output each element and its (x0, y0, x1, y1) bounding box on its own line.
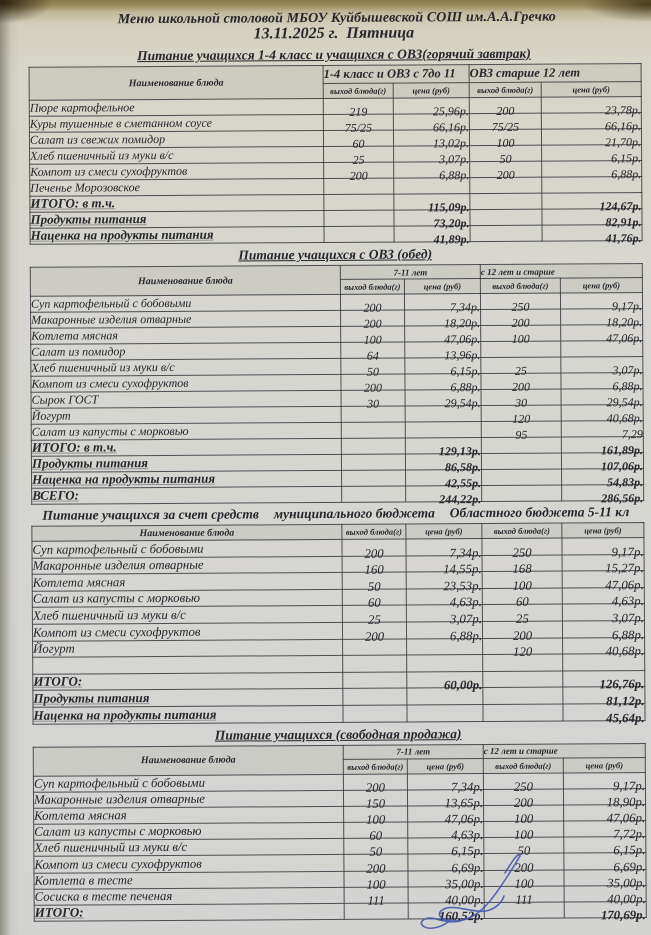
cell-portion-g: 50 (341, 358, 405, 374)
cell-price-rub: 23,53р. (406, 572, 482, 589)
cell-price-rub: 47,06р. (564, 804, 646, 821)
cell-dish-name: Продукты питания (33, 689, 343, 707)
cell-price-rub: 40,68р. (561, 405, 643, 422)
col-header-price: цена (руб) (407, 758, 483, 773)
col-group-lunch-12plus: с 12 лет и старше (480, 264, 642, 279)
cell-portion-g: 200 (481, 309, 561, 325)
cell-price-rub: 4,63р. (408, 822, 484, 839)
table-breakfast (29, 63, 643, 245)
cell-price-rub: 82,91р. (542, 209, 642, 226)
col-header-price: цена (руб) (406, 524, 482, 539)
table-row (34, 902, 646, 922)
col-header-price: цена (руб) (393, 83, 469, 98)
cell-price-rub (405, 422, 481, 438)
cell-price-rub: 3,07р. (406, 605, 482, 622)
cell-price-rub: 18,20р. (561, 309, 643, 326)
cell-dish-name: Котлета мясная (32, 573, 342, 591)
cell-price-rub: 6,69р. (408, 854, 484, 871)
cell-price-rub: 9,17р. (563, 772, 645, 789)
cell-dish-name: Пюре картофельное (29, 99, 323, 117)
col-header-out: выход блюда(г) (469, 82, 541, 97)
cell-price-rub: 13,65р. (407, 789, 483, 806)
col-header-out: выход блюда(г) (480, 278, 560, 293)
cell-portion-g (343, 655, 407, 672)
cell-price-rub: 3,07р. (561, 357, 643, 374)
col-header-price: цена (руб) (541, 82, 641, 98)
budget-title-left: Питание учащихся за счет средств (42, 506, 259, 523)
cell-portion-g: 100 (344, 806, 408, 823)
cell-portion-g: 25 (324, 146, 394, 162)
cell-price-rub: 40,00р. (408, 886, 484, 903)
cell-portion-g: 60 (344, 822, 408, 839)
cell-portion-g (342, 470, 406, 486)
cell-portion-g: 60 (342, 589, 406, 606)
cell-dish-name: ИТОГО: в т.ч. (31, 438, 341, 456)
col-header-dish-name: Наименование блюда (29, 66, 323, 101)
cell-portion-g: 25 (342, 605, 406, 622)
cell-dish-name: Салат из капусты с морковью (31, 422, 341, 440)
cell-price-rub: 47,06р. (408, 805, 484, 822)
cell-portion-g: 50 (484, 837, 564, 854)
cell-portion-g: 200 (341, 374, 405, 390)
col-header-out: выход блюда(г) (342, 524, 406, 539)
cell-portion-g: 219 (323, 98, 393, 114)
cell-portion-g: 100 (341, 326, 405, 342)
cell-dish-name: Суп картофельный с бобовыми (30, 294, 340, 312)
cell-price-rub: 126,76р. (563, 670, 645, 687)
cell-dish-name: Суп картофельный с бобовыми (32, 539, 342, 557)
cell-price-rub: 3,07р. (562, 604, 644, 621)
cell-portion-g (470, 193, 542, 209)
col-group-breakfast-7-11: 1-4 класс и ОВЗ с 7до 11 (323, 65, 469, 84)
cell-portion-g: 250 (483, 773, 563, 790)
cell-dish-name: Компот из смеси сухофруктов (34, 855, 344, 873)
cell-price-rub: 6,15р. (542, 145, 642, 162)
document-title: Меню школьной столовой МБОУ Куйбышевской СОШ им.А.А.Гречко (117, 9, 556, 28)
col-header-dish-name: Наименование блюда (33, 745, 343, 776)
cell-portion-g: 200 (484, 854, 564, 871)
cell-price-rub: 6,15р. (408, 838, 484, 855)
cell-dish-name: Наценка на продукты питания (32, 470, 342, 488)
cell-portion-g: 200 (342, 539, 406, 556)
col-header-out: выход блюда(г) (343, 759, 407, 774)
cell-price-rub: 6,15р. (405, 358, 481, 374)
cell-portion-g: 30 (341, 390, 405, 406)
cell-price-rub: 286,56р. (562, 485, 644, 502)
cell-portion-g: 30 (481, 389, 561, 405)
cell-price-rub: 4,63р. (406, 588, 482, 605)
cell-portion-g: 60 (482, 588, 562, 605)
cell-dish-name: Продукты питания (30, 211, 324, 229)
cell-portion-g: 120 (483, 638, 563, 655)
cell-price-rub: 18,20р. (405, 310, 481, 326)
cell-dish-name: Салат из капусты с морковью (34, 822, 344, 840)
cell-portion-g (343, 705, 407, 722)
cell-price-rub: 7,34р. (404, 294, 480, 310)
cell-portion-g: 100 (344, 871, 408, 888)
cell-portion-g: 150 (343, 790, 407, 807)
cell-price-rub: 160,52р. (408, 903, 484, 920)
cell-price-rub: 21,70р. (541, 129, 641, 146)
cell-dish-name: Котлета мясная (31, 326, 341, 344)
cell-portion-g (342, 486, 406, 502)
col-header-price: цена (руб) (560, 278, 642, 294)
budget-title-municipal: муниципального бюджета (273, 505, 435, 522)
col-header-out: выход блюда(г) (340, 279, 404, 294)
cell-portion-g (483, 671, 563, 688)
cell-price-rub: 3,07р. (394, 146, 470, 162)
cell-price-rub: 47,06р. (562, 571, 644, 588)
cell-portion-g (483, 687, 563, 704)
cell-price-rub: 25,96р. (393, 98, 469, 114)
cell-price-rub: 6,88р. (542, 161, 642, 178)
cell-price-rub: 244,22р. (406, 486, 482, 502)
cell-price-rub: 115,09р. (394, 194, 470, 210)
table-free-sale (33, 743, 647, 922)
cell-price-rub: 13,02р. (393, 130, 469, 146)
cell-price-rub (407, 655, 483, 672)
cell-price-rub: 129,13р. (405, 438, 481, 454)
cell-portion-g: 200 (344, 854, 408, 871)
section-title-lunch: Питание учащихся с ОВЗ (обед) (238, 246, 433, 263)
cell-portion-g: 60 (323, 130, 393, 146)
cell-portion-g: 25 (482, 604, 562, 621)
table-budget (31, 522, 645, 724)
cell-portion-g: 25 (481, 357, 561, 373)
cell-portion-g: 100 (484, 821, 564, 838)
col-header-out: выход блюда(г) (323, 83, 393, 98)
cell-price-rub: 4,63р. (562, 587, 644, 604)
col-group-free-12plus: с 12 лет и старше (483, 743, 645, 758)
cell-price-rub: 6,88р. (405, 374, 481, 390)
cell-price-rub: 47,06р. (561, 325, 643, 342)
cell-price-rub: 45,64р. (563, 703, 645, 720)
cell-portion-g: 200 (324, 162, 394, 178)
cell-price-rub: 9,17р. (560, 293, 642, 310)
cell-portion-g (482, 469, 562, 485)
cell-price-rub: 124,67р. (542, 193, 642, 210)
cell-dish-name: ВСЕГО: (32, 486, 342, 504)
cell-dish-name: ИТОГО: (33, 672, 343, 690)
cell-portion-g: 168 (482, 555, 562, 572)
cell-price-rub: 6,88р. (406, 622, 482, 639)
cell-price-rub: 66,16р. (541, 113, 641, 130)
cell-dish-name: Салат из свежих помидор (29, 131, 323, 149)
cell-price-rub: 35,00р. (408, 870, 484, 887)
cell-dish-name: Наценка на продукты питания (30, 227, 324, 245)
cell-portion-g: 95 (481, 421, 561, 437)
cell-price-rub: 9,17р. (562, 538, 644, 555)
cell-price-rub: 170,69р. (564, 902, 646, 919)
cell-dish-name: Хлеб пшеничный из муки в/с (30, 147, 324, 165)
cell-portion-g (343, 688, 407, 705)
cell-price-rub (407, 704, 483, 721)
cell-dish-name: Куры тушенные в сметанном соусе (29, 115, 323, 133)
cell-price-rub: 47,06р. (405, 326, 481, 342)
cell-price-rub: 6,69р. (564, 853, 646, 870)
cell-dish-name: Хлеб пшеничный из муки в/с (32, 606, 342, 624)
cell-price-rub: 66,16р. (393, 114, 469, 130)
cell-portion-g: 200 (343, 774, 407, 791)
cell-portion-g: 100 (469, 129, 541, 145)
cell-portion-g (470, 225, 542, 241)
cell-price-rub: 14,55р. (406, 555, 482, 572)
cell-portion-g (341, 438, 405, 454)
table-row (32, 485, 644, 505)
col-header-price: цена (руб) (562, 523, 644, 539)
cell-dish-name: Котлета мясная (34, 806, 344, 824)
cell-portion-g: 250 (480, 293, 560, 309)
cell-dish-name: Наценка на продукты питания (33, 705, 343, 723)
section-title-budget (30, 504, 643, 524)
col-header-price: цена (руб) (404, 279, 480, 294)
cell-price-rub: 6,88р. (394, 162, 470, 178)
cell-portion-g: 64 (341, 342, 405, 358)
cell-portion-g: 200 (483, 789, 563, 806)
cell-portion-g (324, 226, 394, 242)
cell-portion-g: 200 (469, 97, 541, 113)
table-row (30, 225, 642, 245)
cell-dish-name: Компот из смеси сухофруктов (31, 374, 341, 392)
col-header-out: выход блюда(г) (483, 758, 563, 773)
cell-price-rub: 41,89р. (394, 226, 470, 242)
cell-portion-g (481, 453, 561, 469)
table-lunch (30, 263, 644, 505)
table-row (33, 703, 645, 723)
cell-portion-g: 250 (482, 538, 562, 555)
cell-portion-g (341, 454, 405, 470)
cell-price-rub: 7,34р. (406, 539, 482, 556)
cell-portion-g: 200 (482, 621, 562, 638)
cell-price-rub: 42,55р. (406, 470, 482, 486)
cell-portion-g: 120 (481, 405, 561, 421)
cell-dish-name: Компот из смеси сухофруктов (32, 622, 342, 640)
cell-price-rub: 81,12р. (563, 687, 645, 704)
cell-portion-g (482, 485, 562, 501)
col-header-dish-name: Наименование блюда (32, 524, 342, 541)
budget-title-regional: Областного бюджета 5-11 кл (449, 504, 630, 521)
cell-portion-g (470, 209, 542, 225)
cell-price-rub: 40,00р. (564, 885, 646, 902)
cell-price-rub: 15,27р. (562, 554, 644, 571)
cell-price-rub: 18,90р. (563, 788, 645, 805)
cell-dish-name: ИТОГО: (34, 903, 344, 921)
cell-dish-name: Хлеб пшеничный из муки в/с (34, 839, 344, 857)
cell-dish-name: Хлеб пшеничный из муки в/с (31, 358, 341, 376)
cell-dish-name: Сосиска в тесте печеная (34, 887, 344, 905)
cell-dish-name: Йогурт (31, 406, 341, 424)
cell-dish-name: Суп картофельный с бобовыми (33, 774, 343, 792)
cell-portion-g: 111 (344, 887, 408, 904)
cell-portion-g: 100 (481, 325, 561, 341)
cell-portion-g: 75/25 (323, 114, 393, 130)
cell-dish-name (33, 656, 343, 674)
cell-price-rub: 7,29 (561, 421, 643, 438)
cell-dish-name: Макаронные изделия отварные (32, 556, 342, 574)
cell-portion-g: 100 (484, 870, 564, 887)
cell-dish-name: Компот из смеси сухофруктов (30, 163, 324, 181)
cell-dish-name: Макаронные изделия отварные (33, 790, 343, 808)
cell-dish-name: Макаронные изделия отварные (31, 310, 341, 328)
cell-price-rub: 13,96р. (405, 342, 481, 358)
section-title-breakfast: Питание учащихся 1-4 класс и учащихся с ОВЗ(горячий завтрак) (137, 45, 531, 64)
col-group-lunch-7-11: 7-11 лет (340, 265, 480, 280)
cell-portion-g: 200 (481, 373, 561, 389)
cell-portion-g: 200 (470, 161, 542, 177)
cell-price-rub: 7,72р. (564, 821, 646, 838)
cell-portion-g: 50 (342, 572, 406, 589)
col-header-price: цена (руб) (563, 757, 645, 773)
cell-dish-name: Салат из капусты с морковью (32, 589, 342, 607)
col-group-free-7-11: 7-11 лет (343, 744, 483, 759)
col-group-breakfast-12plus: ОВЗ старше 12 лет (469, 64, 641, 83)
cell-price-rub: 73,20р. (394, 210, 470, 226)
cell-price-rub: 6,88р. (561, 373, 643, 390)
cell-portion-g: 160 (342, 556, 406, 573)
cell-dish-name: Продукты питания (31, 454, 341, 472)
cell-dish-name: Котлета в тесте (34, 871, 344, 889)
cell-price-rub: 6,15р. (564, 837, 646, 854)
cell-portion-g (324, 194, 394, 210)
cell-price-rub: 29,54р. (405, 390, 481, 406)
cell-portion-g (343, 672, 407, 689)
cell-dish-name: Сырок ГОСТ (31, 390, 341, 408)
cell-dish-name: Печенье Морозовское (30, 179, 324, 197)
cell-price-rub: 29,54р. (561, 389, 643, 406)
cell-price-rub: 35,00р. (564, 869, 646, 886)
cell-price-rub: 54,83р. (562, 469, 644, 486)
cell-price-rub: 60,00р. (407, 671, 483, 688)
cell-price-rub: 7,34р. (407, 773, 483, 790)
cell-portion-g: 100 (482, 571, 562, 588)
cell-portion-g: 75/25 (469, 113, 541, 129)
cell-price-rub: 40,68р. (563, 637, 645, 654)
col-header-out: выход блюда(г) (482, 523, 562, 538)
document-date: 13.11.2025 г. Пятница (253, 24, 415, 43)
cell-dish-name: ИТОГО: в т.ч. (30, 195, 324, 213)
cell-portion-g: 50 (470, 145, 542, 161)
cell-price-rub: 23,78р. (541, 97, 641, 114)
section-title-free-sale: Питание учащихся (свободная продажа) (214, 725, 462, 743)
cell-portion-g: 200 (340, 294, 404, 310)
cell-dish-name: Салат из помидор (31, 342, 341, 360)
cell-portion-g: 50 (344, 838, 408, 855)
cell-portion-g (341, 422, 405, 438)
cell-portion-g (324, 210, 394, 226)
cell-price-rub: 107,06р. (561, 453, 643, 470)
cell-portion-g (483, 704, 563, 721)
cell-portion-g: 111 (484, 886, 564, 903)
cell-portion-g: 200 (341, 310, 405, 326)
cell-portion-g: 200 (342, 622, 406, 639)
col-header-dish-name: Наименование блюда (30, 265, 340, 296)
cell-price-rub: 6,88р. (562, 621, 644, 638)
cell-price-rub: 86,58р. (405, 454, 481, 470)
cell-price-rub: 41,76р. (542, 225, 642, 242)
cell-portion-g: 100 (484, 805, 564, 822)
cell-dish-name: Йогурт (33, 639, 343, 657)
cell-price-rub: 161,89р. (561, 437, 643, 454)
